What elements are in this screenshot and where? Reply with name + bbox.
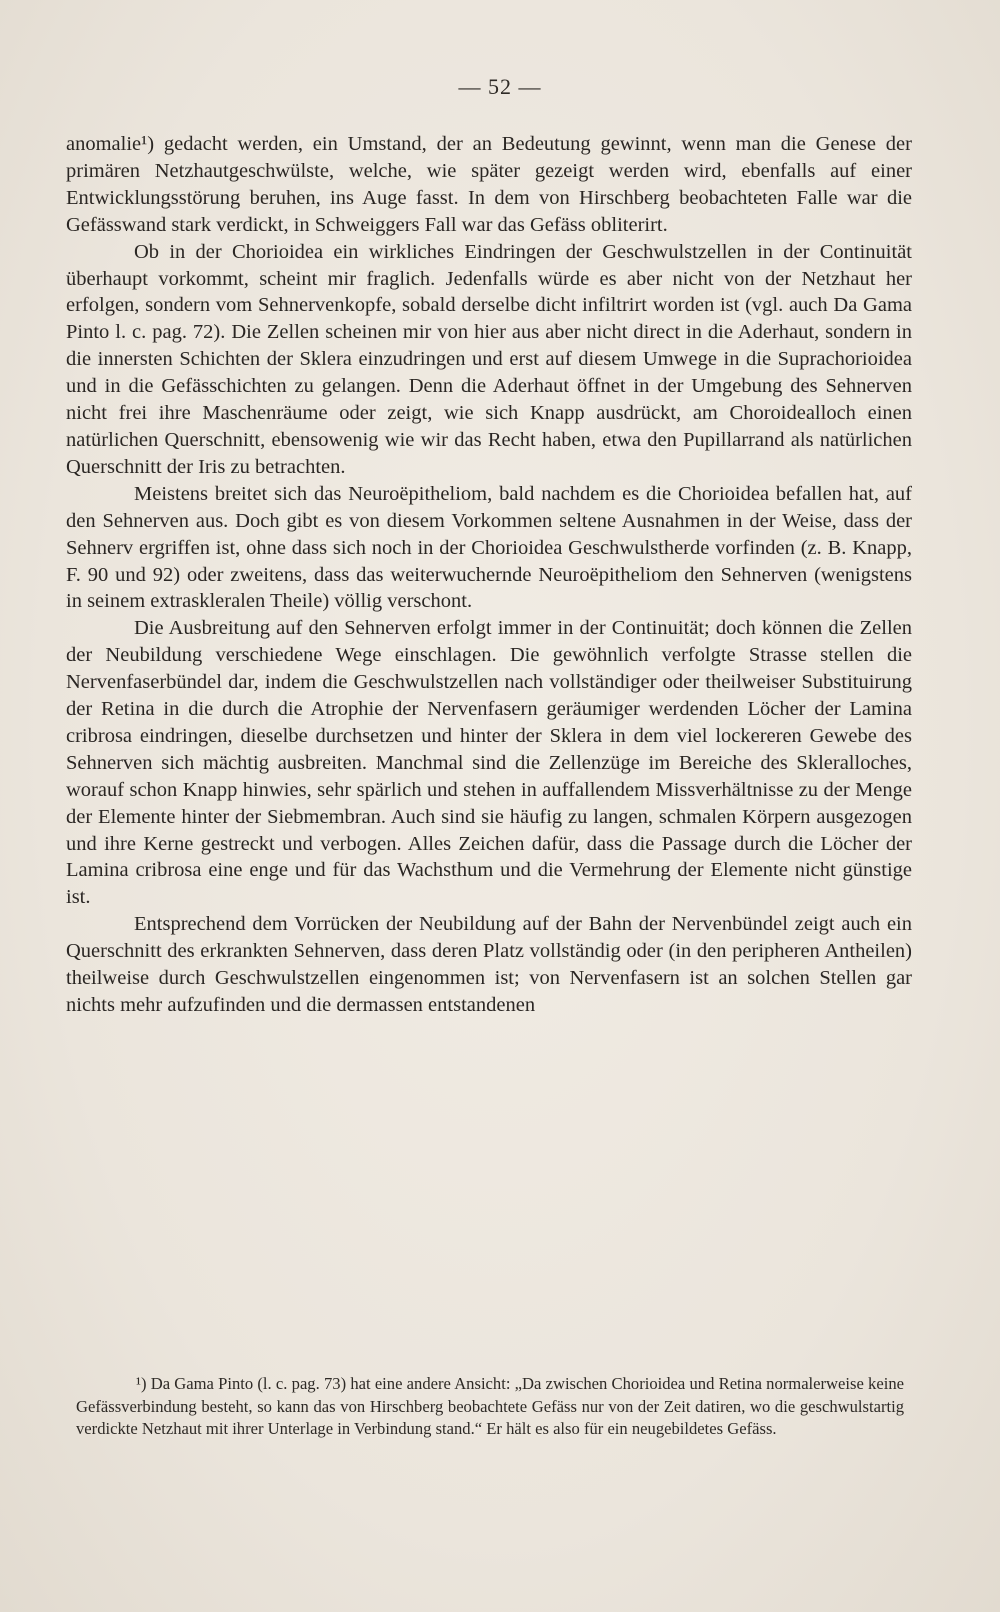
paragraph: Die Ausbreitung auf den Sehnerven erfolgt immer in der Continuität; doch können die Zellen der Neubildung verschiedene Wege einschlagen. Die gewöhnlich verfolgte Strasse stellen die Nervenfaserbündel dar, indem die Geschwulstzellen nach vollständiger oder theilweiser Substituirung der Retina in die durch die Atrophie der Nervenfasern geräumiger werdenden Löcher der Lamina cribrosa eindringen, dieselbe durchsetzen und hinter der Sklera in dem viel lockereren Gewebe des Sehnerven sich mächtig ausbreiten. Manchmal sind die Zellenzüge im Bereiche des Skleralloches, worauf schon Knapp hinwies, sehr spärlich und stehen in auffallendem Missverhältnisse zu der Menge der Elemente hinter der Siebmembran. Auch sind sie häufig zu langen, schmalen Körpern ausgezogen und ihre Kerne gestreckt und verbogen. Alles Zeichen dafür, dass die Passage durch die Löcher der Lamina cribrosa eine enge und für das Wachsthum und die Vermehrung der Elemente nicht günstige ist. — [66, 617, 912, 909]
paragraph: anomalie¹) gedacht werden, ein Umstand, der an Bedeutung gewinnt, wenn man die Genese der primären Netzhautgeschwülste, welche, wie später gezeigt werden wird, ebenfalls auf einer Entwicklungsstörung beruhen, ins Auge fasst. In dem von Hirschberg beobachteten Falle war die Gefässwand stark verdickt, in Schweiggers Fall war das Gefäss obliterirt. — [66, 133, 912, 236]
paragraph: Entsprechend dem Vorrücken der Neubildung auf der Bahn der Nervenbündel zeigt auch ein Querschnitt des erkrankten Sehnerven, dass deren Platz vollständig oder (in den peripheren Antheilen) theilweise durch Geschwulstzellen eingenommen ist; von Nervenfasern ist an solchen Stellen gar nichts mehr aufzufinden und die dermassen entstandenen — [66, 913, 912, 1016]
paragraph: Ob in der Chorioidea ein wirkliches Eindringen der Geschwulstzellen in der Continuität überhaupt vorkommt, scheint mir fraglich. Jedenfalls würde es aber nicht von der Netzhaut her erfolgen, sondern vom Sehnervenkopfe, sobald derselbe dicht infiltrirt worden ist (vgl. auch Da Gama Pinto l. c. pag. 72). Die Zellen scheinen mir von hier aus aber nicht direct in die Aderhaut, sondern in die innersten Schichten der Sklera einzudringen und erst auf diesem Umwege in die Suprachorioidea und in die Gefässchichten zu gelangen. Denn die Aderhaut öffnet in der Umgebung des Sehnerven nicht frei ihre Maschenräume oder zeigt, wie sich Knapp ausdrückt, am Choroidealloch einen natürlichen Querschnitt, ebensowenig wie wir das Recht haben, etwa den Pupillarrand als natürlichen Querschnitt der Iris zu betrachten. — [66, 240, 912, 478]
page-number: — 52 — — [458, 74, 542, 99]
paragraph: Meistens breitet sich das Neuroëpitheliom, bald nachdem es die Chorioidea befallen hat, auf den Sehnerven aus. Doch gibt es von diesem Vorkommen seltene Ausnahmen in der Weise, dass der Sehnerv ergriffen ist, ohne dass sich noch in der Chorioidea Geschwulstherde vorfinden (z. B. Knapp, F. 90 und 92) oder zweitens, dass das weiterwuchernde Neuroëpitheliom den Sehnerven (wenigstens in seinem extraskleralen Theile) völlig verschont. — [66, 482, 912, 613]
main-text — [66, 131, 912, 1019]
footnote-section — [76, 1373, 904, 1441]
footnote: ¹) Da Gama Pinto (l. c. pag. 73) hat eine andere Ansicht: „Da zwischen Chorioidea und Retina normalerweise keine Gefässverbindung besteht, so kann das von Hirschberg beobachtete Gefäss nur von der Zeit datiren, wo die geschwulstartig verdickte Netzhaut mit ihrer Unterlage in Verbindung stand.“ Er hält es also für ein neugebildetes Gefäss. — [76, 1374, 904, 1439]
